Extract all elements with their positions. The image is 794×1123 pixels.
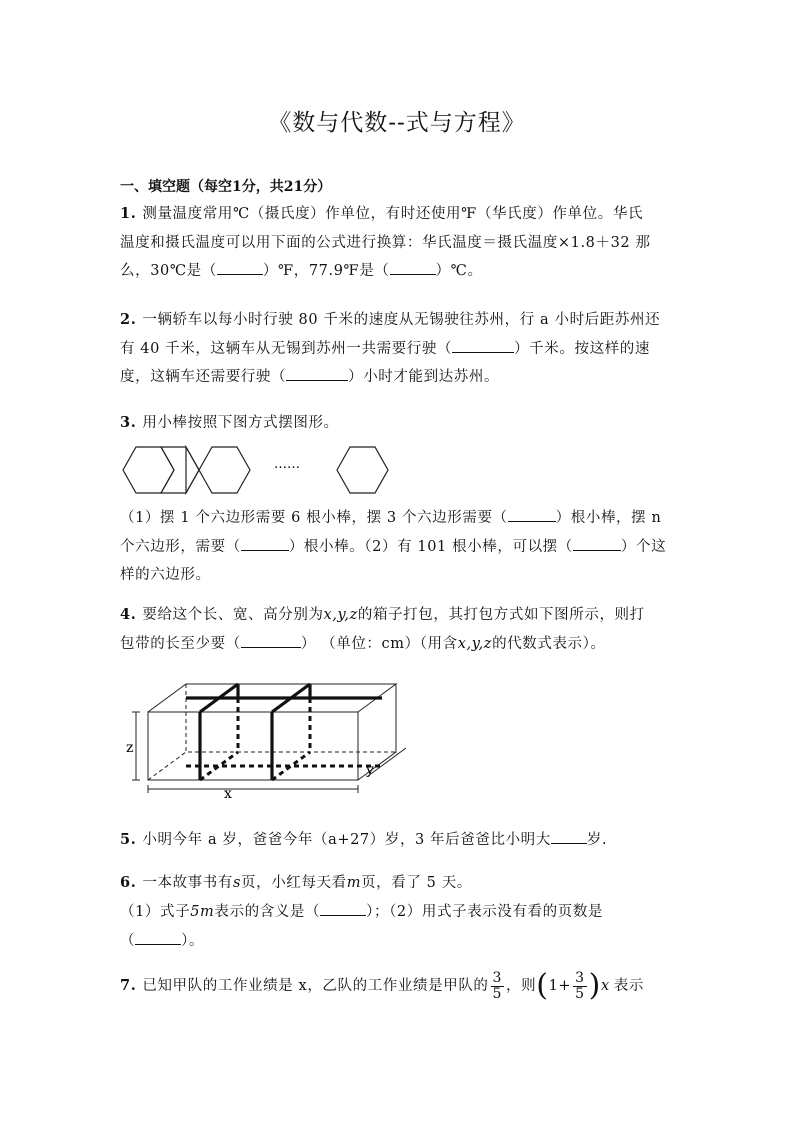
question-7 [120,968,680,1004]
q3-line1a: （1）摆 1 个六边形需要 6 根小棒，摆 3 个六边形需要（ [120,510,508,526]
q4-line2a: 包带的长至少要（ [120,635,241,652]
q6-text-b: 页，小红每天看 [241,875,347,891]
q6-line2c: ）；（2）用式子表示没有看的页数是 [366,904,604,920]
q4-line2b: ） （单位：cm）（用含 [300,635,458,652]
q2-line3b: ）小时才能到达苏州。 [348,369,500,385]
q4-line1b: 的箱子打包，其打包方式如下图所示，则打 [357,607,645,623]
q6-line3b: ）。 [181,932,205,949]
page-title: 《数与代数--式与方程》 [268,110,526,136]
question-number: 7. [120,977,137,995]
q7-text-b: ，则 [506,978,537,995]
answer-blank[interactable] [390,260,436,275]
q1-line3b: ）℉，77.9℉是（ [262,263,390,279]
hexagon [123,447,174,493]
q2-line2b: ）千米。按这样的速 [514,340,650,357]
q4-vars: x,y,z [323,607,358,623]
q3-line2c: ）个这 [620,538,667,555]
answer-blank[interactable] [135,930,181,945]
hexagon [199,447,250,493]
question-3-parts [120,504,680,590]
q6-expr: 5m [190,904,215,920]
q2-line3a: 度，这辆车还需要行驶（ [120,369,287,385]
q7-one-plus: 1+ [548,978,572,995]
q5-text-a: 小明今年 a 岁，爸爸今年（a+27）岁，3 年后爸爸比小明大 [142,832,551,848]
q4-line1a: 要给这个长、宽、高分别为 [142,607,324,623]
question-number: 3. [120,414,137,431]
q6-text-a: 一本故事书有 [142,875,233,891]
answer-blank[interactable] [508,507,556,522]
box-diagram [124,674,414,799]
q3-line1b: ）根小棒，摆 n [555,510,662,526]
packing-strap-hidden [186,698,382,780]
answer-blank[interactable] [241,536,289,551]
label-z: z [126,740,134,756]
q5-text-b: 岁. [586,832,608,848]
question-5 [120,826,680,855]
hexagon [337,447,388,493]
box-hidden-edges [186,684,396,752]
hexagon [161,447,199,493]
open-paren: ( [536,968,549,1004]
ellipsis: …… [274,457,300,472]
section-heading: 一、填空题（每空1分，共21分） [120,179,332,195]
q6-text-c: 页，看了 5 天。 [361,875,472,891]
label-y: y [366,762,374,778]
fraction: $\frac{3}{5}$ [575,970,585,1002]
q4-line2c: 的代数式表示）。 [492,635,606,652]
q6-var-s: s [232,875,241,891]
q2-line2a: 有 40 千米，这辆车从无锡到苏州一共需要行驶（ [120,340,453,357]
label-x: x [224,786,232,799]
q6-line2a: （1）式子 [120,904,191,920]
fraction: $\frac{3}{5}$ [492,970,503,1002]
answer-blank[interactable] [241,633,301,648]
q6-var-m: m [346,875,362,891]
answer-blank[interactable] [551,829,587,844]
q7-var-x: x [600,978,610,995]
question-number: 5. [120,831,137,848]
q3-line2b: ）根小棒。（2）有 101 根小棒，可以摆（ [288,538,573,555]
question-3 [120,409,680,438]
question-4 [120,601,680,658]
question-2 [120,306,680,392]
question-number: 1. [120,205,137,222]
q4-vars: x,y,z [457,635,493,652]
hexagon-edge [186,447,199,493]
q3-line3: 样的六边形。 [120,567,211,583]
box-hidden-edge [148,752,186,780]
question-6 [120,869,680,898]
q2-line1: 一辆轿车以每小时行驶 80 千米的速度从无锡驶往苏州，行 a 小时后距苏州还 [142,312,661,328]
answer-blank[interactable] [286,366,348,381]
answer-blank[interactable] [320,901,366,916]
answer-blank[interactable] [452,338,514,353]
q3-text: 用小棒按照下图方式摆图形。 [142,415,339,431]
q6-line3a: （ [120,932,136,949]
q1-line3c: ）℃。 [435,263,483,279]
hexagon-figure [116,440,396,500]
q1-line2: 温度和摄氏温度可以用下面的公式进行换算：华氏温度＝摄氏温度×1.8＋32 那 [120,234,651,251]
question-number: 6. [120,874,137,891]
question-number: 4. [120,606,137,623]
answer-blank[interactable] [217,260,263,275]
q6-line2b: 表示的含义是（ [214,904,321,920]
question-number: 2. [120,311,137,328]
question-1 [120,200,680,286]
answer-blank[interactable] [573,536,621,551]
q1-line1: 测量温度常用℃（摄氏度）作单位，有时还使用℉（华氏度）作单位。华氏 [142,206,644,222]
close-paren: ) [588,968,601,1004]
q7-text-c: 表示 [613,978,644,995]
q3-line2a: 个六边形，需要（ [120,538,241,555]
q7-text-a: 已知甲队的工作业绩是 x，乙队的工作业绩是甲队的 [142,978,489,995]
question-6-parts [120,898,680,955]
q1-line3a: 么，30℃是（ [120,263,217,279]
box-front-face [148,712,358,780]
